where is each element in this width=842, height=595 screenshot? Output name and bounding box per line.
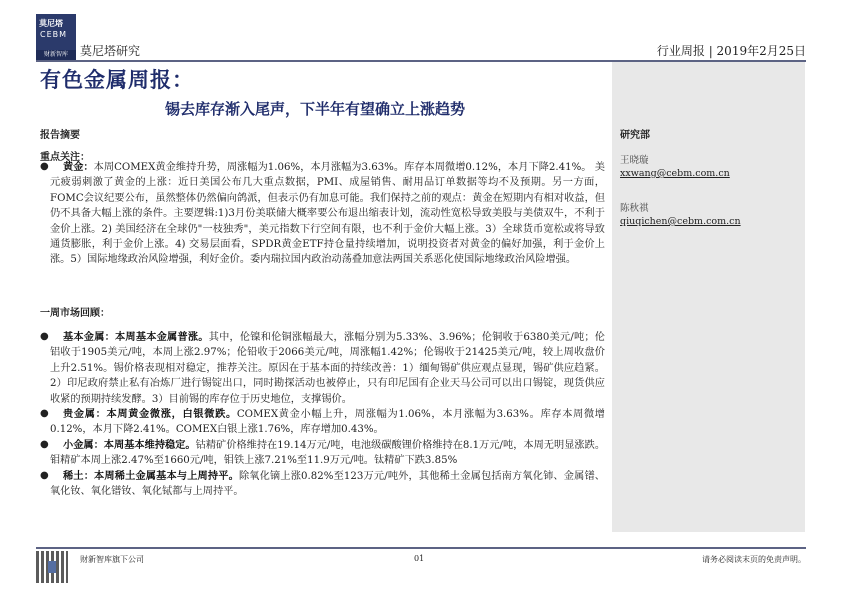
review-label: 小金属：本周基本维持稳定。 [63,439,196,451]
author-name: 陈秋祺 [620,203,649,214]
report-meta [657,42,806,59]
bullet-icon: ● [40,331,49,342]
logo-en: CEBM [40,30,68,39]
dept-label: 研究部 [620,130,650,141]
review-item [50,330,605,407]
page-subtitle: 锡去库存渐入尾声，下半年有望确立上涨趋势 [165,100,466,118]
review-label: 贵金属：本周黄金微涨，白银微跌。 [63,408,237,420]
bullet-icon: ● [40,439,49,450]
review-label: 基本金属：本周基本金属普涨。 [63,331,209,343]
footer-disclaimer: 请务必阅读末页的免责声明。 [702,555,806,564]
focus-text: 本周COMEX黄金维持升势，周涨幅为1.06%，本月涨幅为3.63%。库存本周微增0.12%，本月下降2.41%。 美元疲弱刺激了黄金的上涨：近日美国公布几大重点数据，PMI、成屋销售、耐用品订单数据等均不及预期。另一方面，FOMC会议纪要公布，虽然整体仍然偏向鸽派，但表示仍有加息可能。我们保持之前的观点：黄金在短期内有相对收益，但仍不具备大幅上涨的条件。主要逻辑:1)3月份美联储大概率要公布退出缩表计划，流动性宽松导致美股与美债双牛，不利于金价上涨。2) 美国经济在全球仍"一枝独秀"，美元指数下行空间有限，也不利于金价大幅上涨。3）全球货币宽松或将导致通货膨胀，利于金价上涨。4) 交易层面看，SPDR黄金ETF持仓量持续增加，说明投资者对黄金的偏好加强，利于金价上涨。5）国际地缘政治风险增强，利好金价。委内瑞拉国内政治动荡叠加意法两国关系恶化使国际地缘政治风险增强。 [50,162,605,266]
logo-sub: 财新智库 [36,50,76,60]
report-type: 行业周报 [656,44,705,58]
review-item [50,438,605,469]
author-email[interactable]: qiuqichen@cebm.com.cn [620,216,741,227]
page-title: 有色金属周报： [40,67,194,92]
review-item [50,407,605,438]
review-text: 除氧化镝上涨0.82%至123万元/吨外，其他稀土金属包括南方氧化铈、金属镨、氧化钕、氧化镨钕、氧化铽都与上周持平。 [50,471,605,498]
review-text: COMEX黄金小幅上升，周涨幅为1.06%，本月涨幅为3.63%。库存本周微增0.12%，本月下降2.41%。COMEX白银上涨1.76%，库存增加0.43%。 [50,409,605,436]
author-sidebar [612,62,805,532]
review-heading: 一周市场回顾： [40,308,110,319]
bullet-icon: ● [40,161,49,172]
author-name: 王晓璇 [620,155,649,166]
review-text: 其中，伦镍和伦铜涨幅最大，涨幅分别为5.33%、3.96%；伦铜收于6380美元/吨；伦铝收于1905美元/吨，本周上涨2.97%；伦铅收于2066美元/吨，周涨幅1.42%；伦锡收于21425美元/吨，较上周收盘价上升2.51%。锡价格表现相对稳定，推荐关注。原因在于基本面的持续改善：1）缅甸锡矿供应观点显现，锡矿供应趋紧。2）印尼政府禁止私有冶炼厂进行锡锭出口，同时勘探活动也被停止，只有印尼国有企业天马公司可以出口锡锭，现货供应收紧的预期持续发酵。3）目前锡的库存位于历史地位，支撑锡价。 [50,332,605,405]
focus-paragraph [50,160,605,268]
review-item [50,469,605,500]
page-number: 01 [414,554,425,563]
cebm-logo [36,14,76,60]
review-text: 钴精矿价格维持在19.14万元/吨，电池级碳酸锂价格维持在8.1万元/吨，本周无明显涨跌。钼精矿本周上涨2.47%至1660元/吨，钼铁上涨7.21%至11.9万元/吨。钛精矿下跌3.85% [50,440,606,467]
brand-name: 莫尼塔研究 [80,44,141,58]
logo-cn: 莫尼塔 [39,19,63,28]
focus-label: 黄金： [63,161,94,173]
bullet-icon: ● [40,470,49,481]
bullet-icon: ● [40,408,49,419]
report-date: | 2019年2月25日 [708,44,806,58]
summary-heading: 报告摘要 [40,130,80,141]
focus-heading: 重点关注： [40,152,90,163]
footer-divider [36,547,806,549]
footer-company: 财新智库旗下公司 [80,555,144,564]
qr-code-icon [36,551,68,583]
review-label: 稀土：本周稀土金属基本与上周持平。 [63,470,239,482]
author-email[interactable]: xxwang@cebm.com.cn [620,168,730,179]
